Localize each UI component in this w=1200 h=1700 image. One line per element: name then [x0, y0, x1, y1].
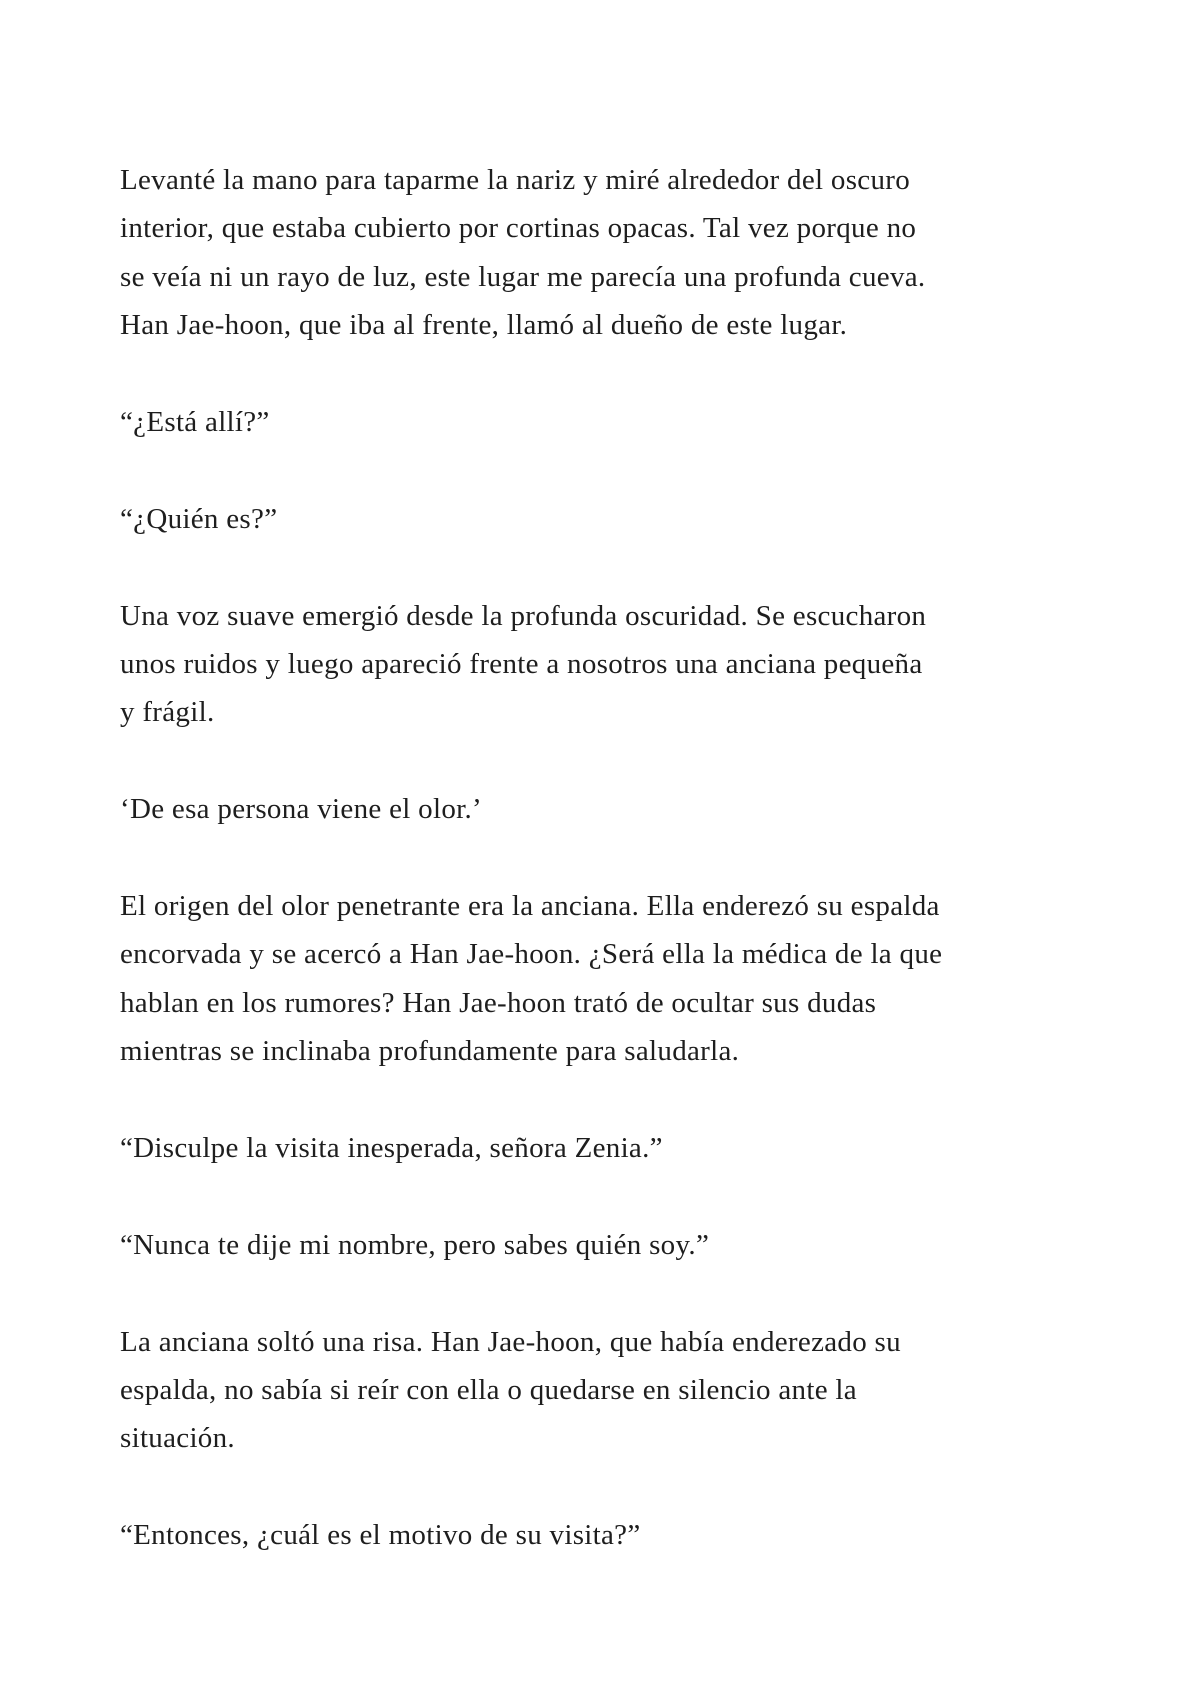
text-line: “¿Está allí?”: [120, 406, 270, 439]
paragraph: [120, 882, 1100, 1076]
paragraph: [120, 785, 1100, 833]
text-line: La anciana soltó una risa. Han Jae-hoon, que había enderezado su: [120, 1325, 901, 1358]
text-line: situación.: [120, 1422, 235, 1455]
paragraph: [120, 398, 1100, 446]
text-line: y frágil.: [120, 696, 215, 729]
text-line: “¿Quién es?”: [120, 502, 278, 535]
document-page: [120, 156, 1100, 1608]
text-line: El origen del olor penetrante era la anciana. Ella enderezó su espalda: [120, 890, 940, 923]
text-line: Han Jae-hoon, que iba al frente, llamó al dueño de este lugar.: [120, 309, 848, 342]
paragraph: [120, 592, 1100, 737]
text-line: “Entonces, ¿cuál es el motivo de su visita?”: [120, 1519, 641, 1552]
paragraph: [120, 156, 1100, 350]
text-line: unos ruidos y luego apareció frente a nosotros una anciana pequeña: [120, 648, 923, 681]
text-line: encorvada y se acercó a Han Jae-hoon. ¿Será ella la médica de la que: [120, 938, 943, 971]
text-line: Una voz suave emergió desde la profunda oscuridad. Se escucharon: [120, 599, 927, 632]
text-line: “Nunca te dije mi nombre, pero sabes quién soy.”: [120, 1228, 710, 1261]
text-line: ‘De esa persona viene el olor.’: [120, 793, 482, 826]
text-line: mientras se inclinaba profundamente para saludarla.: [120, 1035, 740, 1068]
paragraph: [120, 1318, 1100, 1463]
text-line: interior, que estaba cubierto por cortinas opacas. Tal vez porque no: [120, 212, 917, 245]
paragraph: [120, 1221, 1100, 1269]
text-line: espalda, no sabía si reír con ella o quedarse en silencio ante la: [120, 1374, 857, 1407]
paragraph: [120, 1124, 1100, 1172]
text-line: se veía ni un rayo de luz, este lugar me parecía una profunda cueva.: [120, 260, 926, 293]
paragraph: [120, 1511, 1100, 1559]
paragraph: [120, 495, 1100, 543]
text-line: “Disculpe la visita inesperada, señora Zenia.”: [120, 1132, 663, 1165]
text-line: Levanté la mano para taparme la nariz y miré alrededor del oscuro: [120, 164, 911, 196]
text-line: hablan en los rumores? Han Jae-hoon trató de ocultar sus dudas: [120, 986, 877, 1019]
